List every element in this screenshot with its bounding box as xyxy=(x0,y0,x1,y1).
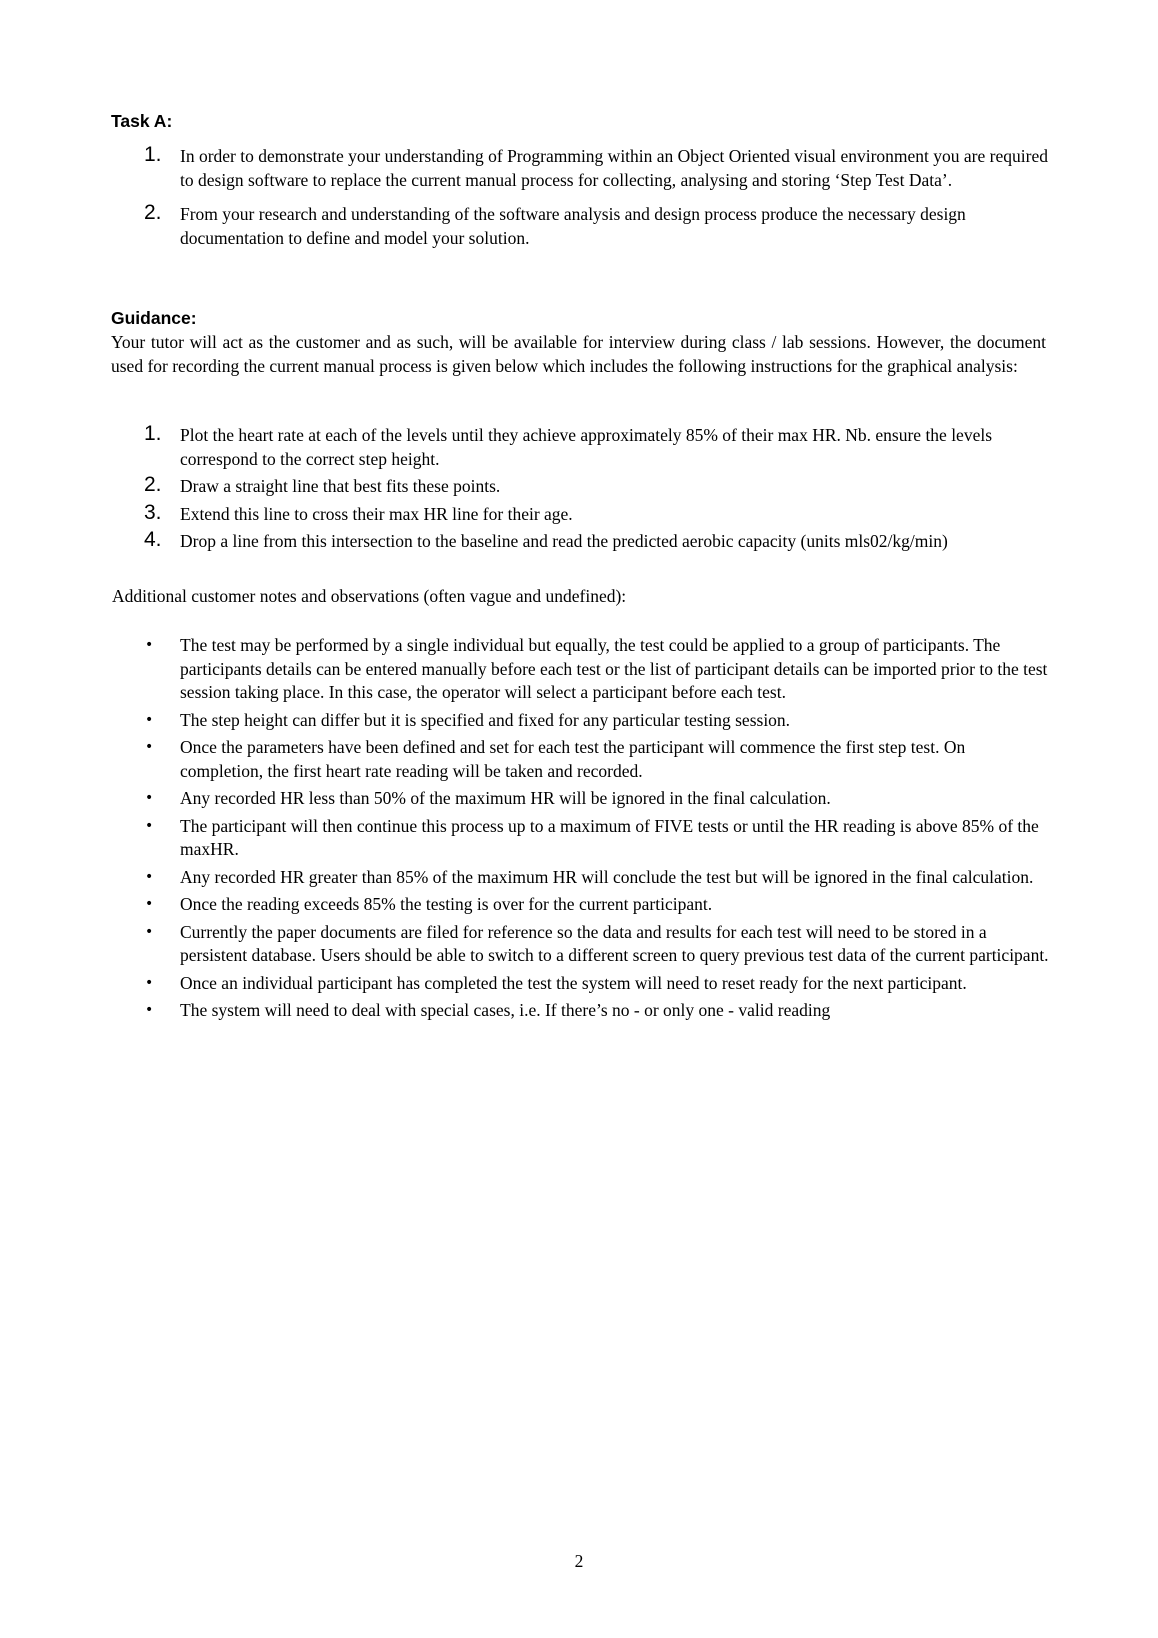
bullet-icon: • xyxy=(145,868,154,885)
task-item-number: 2. xyxy=(144,201,162,224)
note-item xyxy=(0,893,1050,917)
note-text: Any recorded HR less than 50% of the maximum HR will be ignored in the final calculation. xyxy=(180,788,831,808)
note-item xyxy=(0,709,1050,733)
note-item xyxy=(0,634,1050,705)
instruction-item xyxy=(0,530,1080,554)
note-text: Once an individual participant has completed the test the system will need to reset ready for the next participant. xyxy=(180,972,967,993)
bullet-icon: • xyxy=(145,1002,154,1018)
guidance-heading: Guidance: xyxy=(111,308,197,328)
instruction-item-number: 2. xyxy=(144,473,162,496)
note-text: The participant will then continue this process up to a maximum of FIVE tests or until the HR reading is above 85% of the maxHR. xyxy=(180,815,1039,859)
note-text: Once the parameters have been defined and set for each test the participant will commence the first step test. On completion, the first heart rate reading will be taken and recorded. xyxy=(180,737,966,781)
instruction-item-text: Draw a straight line that best fits these points. xyxy=(180,476,501,496)
instruction-list xyxy=(0,424,1158,554)
guidance-paragraph: Your tutor will act as the customer and as such, will be available for interview during class / lab sessions. However, the document used for recording the current manual process is given below which includes the following instructions for the graphical analysis: xyxy=(111,332,1046,376)
task-item-text: From your research and understanding of the software analysis and design process produce the necessary design documentation to define and model your solution. xyxy=(180,204,966,248)
notes-list xyxy=(0,634,1158,1023)
bullet-icon: • xyxy=(145,923,154,940)
note-item xyxy=(0,736,1050,783)
instruction-item xyxy=(0,424,1050,471)
instruction-item xyxy=(0,475,1050,499)
task-item xyxy=(0,203,1050,250)
note-text: The test may be performed by a single individual but equally, the test could be applied to a group of participants. The participants details can be entered manually before each test or the list of participant details can be imported prior to the test session taking place. In this case, the operator will select a participant before each test. xyxy=(180,635,1048,702)
instruction-item-number: 1. xyxy=(144,422,162,445)
note-text: Any recorded HR greater than 85% of the maximum HR will conclude the test but will be ignored in the final calculation. xyxy=(180,866,1034,887)
bullet-icon: • xyxy=(145,739,154,755)
instruction-item-number: 3. xyxy=(144,500,162,524)
instruction-item-number: 4. xyxy=(144,528,162,551)
notes-intro: Additional customer notes and observations (often vague and undefined): xyxy=(112,586,627,606)
bullet-icon: • xyxy=(145,790,154,806)
note-item xyxy=(0,921,1050,968)
task-item xyxy=(0,145,1050,192)
task-item-text: In order to demonstrate your understanding of Programming within an Object Oriented visual environment you are required to design software to replace the current manual process for collecting, analysing and storing ‘Step Test Data’. xyxy=(180,146,1048,190)
instruction-item-text: Drop a line from this intersection to the baseline and read the predicted aerobic capacity (units mls02/kg/min) xyxy=(180,531,948,551)
note-text: The system will need to deal with special cases, i.e. If there’s no - or only one - valid reading xyxy=(180,1000,831,1020)
note-text: The step height can differ but it is specified and fixed for any particular testing session. xyxy=(180,709,791,730)
instruction-item-text: Plot the heart rate at each of the levels until they achieve approximately 85% of their max HR. Nb. ensure the levels correspond to the correct step height. xyxy=(180,425,993,469)
note-item xyxy=(0,972,1050,996)
note-item xyxy=(0,815,1050,862)
bullet-icon: • xyxy=(145,974,154,991)
instruction-item xyxy=(0,500,1050,527)
task-list xyxy=(0,145,1158,250)
task-heading: Task A: xyxy=(111,111,173,131)
bullet-icon: • xyxy=(145,817,154,834)
note-item xyxy=(0,999,1050,1023)
note-item xyxy=(0,787,1050,811)
instruction-item-text: Extend this line to cross their max HR line for their age. xyxy=(180,503,573,524)
bullet-icon: • xyxy=(145,637,154,653)
note-item xyxy=(0,866,1050,890)
note-text: Currently the paper documents are filed for reference so the data and results for each test will need to be stored in a persistent database. Users should be able to switch to a different screen to query previous test data of the current participant. xyxy=(180,921,1049,965)
bullet-icon: • xyxy=(145,711,154,728)
note-text: Once the reading exceeds 85% the testing is over for the current participant. xyxy=(180,894,713,914)
page-number: 2 xyxy=(574,1551,584,1571)
bullet-icon: • xyxy=(145,896,154,912)
task-item-number: 1. xyxy=(144,143,162,166)
